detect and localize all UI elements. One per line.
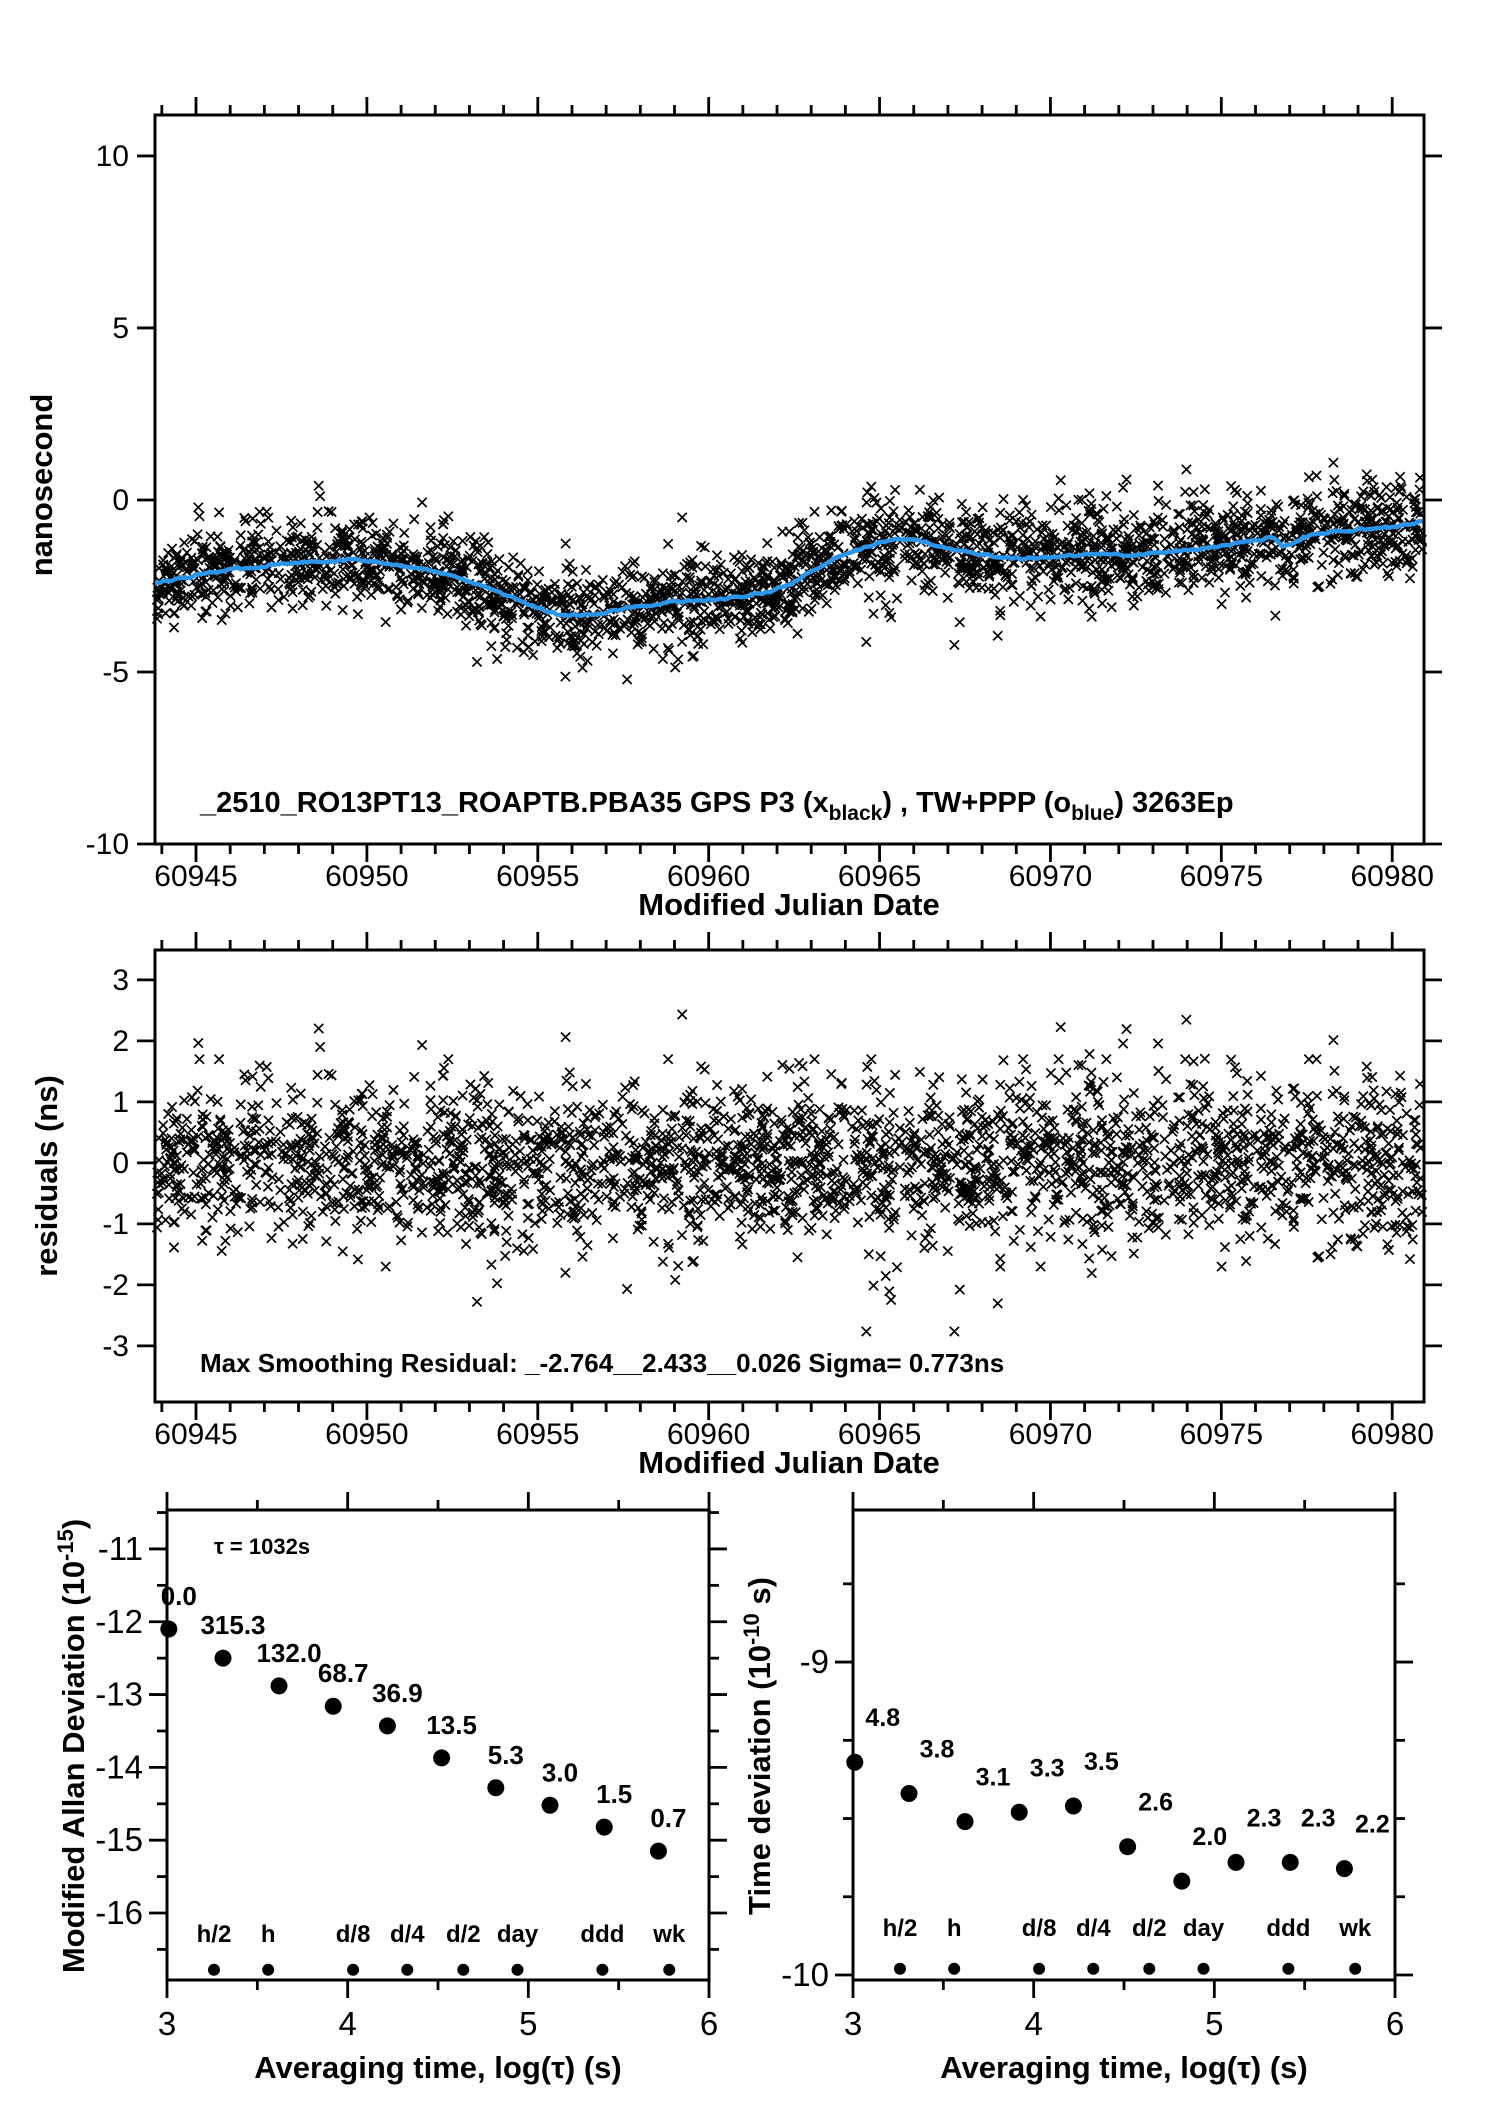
plot-frame: [155, 115, 1424, 844]
y-tick-label: -15: [95, 1821, 143, 1859]
y-tick-label: 10: [95, 139, 129, 173]
x-tick-label: 60965: [837, 1418, 922, 1451]
y-tick-label: 0: [112, 1146, 129, 1180]
time-marker-dot: [511, 1964, 523, 1976]
time-scale-label: d/2: [1131, 1914, 1167, 1942]
tdev-point-value-label: 3.5: [1084, 1748, 1119, 1777]
x-tick-label: 5: [1205, 2005, 1224, 2042]
tdev-point-value-label: 3.3: [1029, 1754, 1065, 1783]
time-marker-dot: [1087, 1963, 1099, 1975]
tau-annotation: τ = 1032s: [214, 1534, 311, 1559]
mdev-point: [160, 1621, 177, 1638]
mdev-point-value-label: 13.5: [426, 1709, 477, 1740]
time-marker-dot: [401, 1964, 413, 1976]
time-marker-dot: [208, 1964, 220, 1976]
x-tick-label: 3: [843, 2005, 863, 2042]
mdev-point-value-label: 1.5: [596, 1779, 633, 1810]
mdev-point: [650, 1843, 667, 1860]
time-scale-label: d/4: [1075, 1914, 1111, 1942]
mdev-point: [542, 1797, 559, 1814]
tdev-y-axis-title: Time deviation ($10^{-10}$ s): [739, 1577, 777, 1915]
mdev-point: [325, 1698, 342, 1715]
tdev-point-value-label: 2.3: [1300, 1804, 1336, 1833]
y-tick-label: -16: [95, 1894, 143, 1932]
x-tick-label: 6: [699, 2005, 719, 2042]
y-tick-label: -1: [102, 1207, 129, 1241]
phase-panel: [24, 97, 1442, 922]
y-tick-label: -2: [102, 1268, 129, 1302]
x-tick-label: 60975: [1179, 1418, 1264, 1451]
tdev-point-value-label: 2.3: [1246, 1804, 1282, 1833]
x-tick-label: 60955: [496, 1418, 580, 1451]
tdev-panel: [739, 1492, 1413, 2085]
time-marker-dot: [1033, 1963, 1045, 1975]
phase-x-axis-title: Modified Julian Date: [638, 887, 940, 922]
x-tick-label: 60970: [1008, 860, 1093, 893]
x-tick-label: 60950: [325, 1418, 409, 1451]
y-tick-label: -3: [102, 1329, 129, 1363]
time-marker-dot: [262, 1964, 274, 1976]
x-tick-label: 60945: [154, 860, 238, 893]
gps-p3-scatter: [152, 458, 1426, 684]
phase-y-axis-title: nanosecond: [24, 393, 59, 577]
tdev-point: [1065, 1798, 1082, 1815]
x-tick-label: 60955: [496, 860, 580, 893]
tdev-point: [846, 1754, 863, 1771]
max-residual-annotation: Max Smoothing Residual: _-2.764__2.433__0.026 Sigma= 0.773ns: [200, 1348, 1005, 1378]
x-tick-label: 60945: [154, 1418, 238, 1451]
time-scale-label: ddd: [1266, 1914, 1311, 1942]
time-marker-dot: [894, 1963, 906, 1975]
tdev-point: [1336, 1860, 1353, 1877]
mdev-point: [271, 1677, 288, 1694]
y-tick-label: -14: [95, 1748, 143, 1786]
y-tick-label: -11: [97, 1529, 143, 1567]
tdev-point-value-label: 4.8: [865, 1704, 901, 1733]
mdev-point-value-label: 5.3: [487, 1739, 524, 1770]
time-marker-dot: [347, 1964, 359, 1976]
mdev-point: [215, 1650, 232, 1667]
time-marker-dot: [663, 1964, 675, 1976]
mdev-point: [379, 1717, 396, 1734]
time-marker-dot: [1349, 1963, 1361, 1975]
time-marker-dot: [948, 1963, 960, 1975]
y-tick-label: 3: [112, 963, 129, 997]
time-scale-label: ddd: [580, 1921, 625, 1949]
tdev-point: [1173, 1873, 1190, 1890]
x-tick-label: 60975: [1179, 860, 1264, 893]
mdev-point: [487, 1779, 504, 1796]
tdev-x-axis-title: Averaging time, log(τ) (s): [940, 2050, 1308, 2085]
tdev-point-value-label: 3.8: [919, 1735, 955, 1764]
time-marker-dot: [1282, 1963, 1294, 1975]
time-scale-label: wk: [1339, 1914, 1372, 1942]
mdev-y-axis-title: Modified Allan Deviation $(10^{-15})$: [53, 1518, 91, 1974]
tdev-point-value-label: 2.2: [1355, 1810, 1390, 1839]
plot-frame: [167, 1510, 709, 1980]
y-tick-label: -10: [85, 828, 129, 861]
time-marker-dot: [1197, 1963, 1209, 1975]
y-tick-label: -12: [95, 1602, 143, 1640]
y-tick-label: 5: [112, 311, 129, 345]
tdev-point: [1282, 1854, 1299, 1871]
time-scale-label: d/2: [445, 1921, 481, 1949]
x-tick-label: 60970: [1008, 1418, 1093, 1451]
residuals-panel: [29, 932, 1442, 1480]
time-scale-label: h: [946, 1914, 962, 1942]
time-scale-label: h/2: [196, 1921, 232, 1949]
mdev-point-value-label: 315.3: [200, 1610, 266, 1641]
time-scale-label: day: [1182, 1914, 1225, 1942]
tdev-point-value-label: 3.1: [975, 1763, 1011, 1792]
mdev-point-value-label: 36.9: [372, 1677, 423, 1708]
x-tick-label: 60960: [666, 1418, 751, 1451]
x-tick-label: 4: [1024, 2005, 1043, 2042]
x-tick-label: 6: [1385, 2005, 1405, 2042]
time-scale-label: day: [496, 1921, 539, 1949]
x-tick-label: 4: [338, 2005, 357, 2042]
time-scale-label: d/8: [1021, 1914, 1057, 1942]
residuals-x-axis-title: Modified Julian Date: [638, 1445, 940, 1480]
mdev-panel: [53, 1492, 727, 2085]
tdev-point: [957, 1813, 974, 1830]
time-marker-dot: [596, 1964, 608, 1976]
time-scale-label: d/8: [335, 1921, 371, 1949]
y-tick-label: -9: [799, 1643, 829, 1681]
tdev-point: [1228, 1854, 1245, 1871]
y-tick-label: -5: [102, 655, 129, 689]
tdev-point: [1011, 1804, 1028, 1821]
y-tick-label: 2: [112, 1024, 129, 1058]
mdev-point-value-label: 0.0: [160, 1581, 197, 1612]
tdev-point-value-label: 2.6: [1138, 1788, 1173, 1817]
tdev-point: [901, 1785, 918, 1802]
residuals-y-axis-title: residuals (ns): [29, 1075, 64, 1277]
x-tick-label: 60950: [325, 860, 409, 893]
y-tick-label: 0: [112, 483, 129, 517]
x-tick-label: 60980: [1350, 860, 1434, 893]
time-scale-label: h/2: [882, 1914, 918, 1942]
y-tick-label: -13: [95, 1675, 143, 1713]
tdev-point-value-label: 2.0: [1192, 1823, 1228, 1852]
x-tick-label: 3: [157, 2005, 177, 2042]
mdev-x-axis-title: Averaging time, log(τ) (s): [254, 2050, 622, 2085]
mdev-point-value-label: 68.7: [317, 1658, 369, 1689]
time-marker-dot: [457, 1964, 469, 1976]
phase-panel-title: _2510_RO13PT13_ROAPTB.PBA35 GPS P3 $(x_{black})$ , TW+PPP $(o_{blue})$ 3263Ep: [200, 787, 1234, 825]
mdev-point-value-label: 3.0: [541, 1757, 579, 1788]
x-tick-label: 60980: [1350, 1418, 1434, 1451]
x-tick-label: 60965: [837, 860, 922, 893]
mdev-point-value-label: 0.7: [650, 1803, 687, 1834]
x-tick-label: 5: [519, 2005, 538, 2042]
mdev-point: [433, 1749, 450, 1766]
tdev-point: [1119, 1838, 1136, 1855]
x-tick-label: 60960: [666, 860, 751, 893]
time-scale-label: d/4: [389, 1921, 425, 1949]
mdev-point: [596, 1819, 613, 1836]
y-tick-label: -10: [781, 1955, 829, 1993]
time-scale-label: wk: [653, 1921, 686, 1949]
time-marker-dot: [1143, 1963, 1155, 1975]
mdev-point-value-label: 132.0: [256, 1637, 322, 1668]
y-tick-label: 1: [112, 1085, 129, 1119]
residuals-scatter: [152, 1010, 1426, 1336]
time-scale-label: h: [260, 1921, 276, 1949]
